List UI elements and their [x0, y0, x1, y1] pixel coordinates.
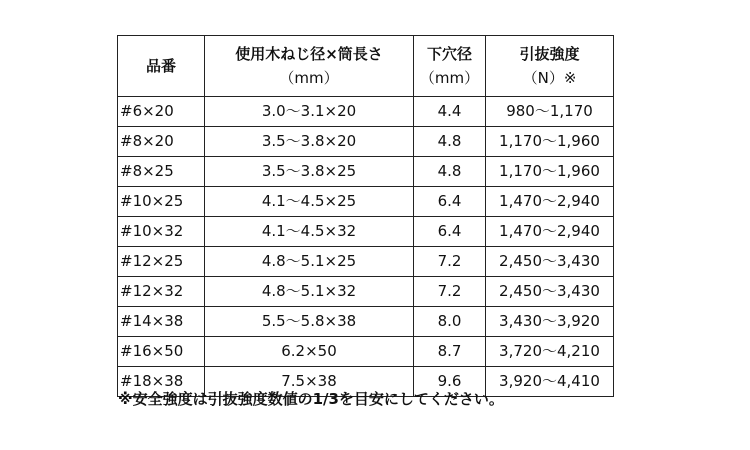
screw-size-cell: 6.2×50 — [205, 337, 414, 367]
screw-size-cell: 4.1～4.5×25 — [205, 187, 414, 217]
table-row — [118, 337, 614, 367]
pullout-strength-cell: 3,920～4,410 — [486, 367, 614, 397]
footnote: ※安全強度は引抜強度数値の1/3を目安にしてください。 — [118, 390, 504, 408]
part-number-cell: #8×25 — [118, 157, 205, 187]
pullout-strength-cell: 1,470～2,940 — [486, 217, 614, 247]
part-number-cell: #12×32 — [118, 277, 205, 307]
screw-size-cell: 4.8～5.1×32 — [205, 277, 414, 307]
screw-size-cell: 4.8～5.1×25 — [205, 247, 414, 277]
part-number-cell: #8×20 — [118, 127, 205, 157]
table-row — [118, 97, 614, 127]
table-row — [118, 277, 614, 307]
pullout-strength-cell: 3,720～4,210 — [486, 337, 614, 367]
table-row — [118, 127, 614, 157]
pullout-strength-cell: 1,170～1,960 — [486, 157, 614, 187]
header-pilot-hole-unit: （mm） — [419, 68, 480, 87]
pullout-strength-cell: 1,170～1,960 — [486, 127, 614, 157]
header-part-number — [118, 36, 205, 97]
pullout-strength-cell: 2,450～3,430 — [486, 247, 614, 277]
pilot-hole-cell: 8.0 — [414, 307, 486, 337]
header-screw-size-label: 使用木ねじ径×筒長さ — [235, 44, 383, 63]
pilot-hole-cell: 9.6 — [414, 367, 486, 397]
pilot-hole-cell: 4.4 — [414, 97, 486, 127]
pullout-strength-cell: 2,450～3,430 — [486, 277, 614, 307]
table-header — [118, 36, 614, 97]
table-row — [118, 187, 614, 217]
header-pullout-strength-unit: （N）※ — [522, 68, 577, 87]
pilot-hole-cell: 4.8 — [414, 157, 486, 187]
table-row — [118, 307, 614, 337]
header-screw-size-unit: （mm） — [279, 68, 339, 87]
header-pilot-hole — [414, 36, 486, 97]
part-number-cell: #6×20 — [118, 97, 205, 127]
pullout-strength-cell: 980～1,170 — [486, 97, 614, 127]
pilot-hole-cell: 7.2 — [414, 247, 486, 277]
part-number-cell: #12×25 — [118, 247, 205, 277]
header-row — [118, 36, 614, 97]
screw-size-cell: 3.5～3.8×20 — [205, 127, 414, 157]
pilot-hole-cell: 6.4 — [414, 217, 486, 247]
header-pullout-strength-label: 引抜強度 — [519, 44, 580, 63]
table-body — [118, 97, 614, 397]
pullout-strength-cell: 3,430～3,920 — [486, 307, 614, 337]
header-part-number-label: 品番 — [145, 56, 176, 75]
pilot-hole-cell: 6.4 — [414, 187, 486, 217]
part-number-cell: #10×25 — [118, 187, 205, 217]
part-number-cell: #18×38 — [118, 367, 205, 397]
header-pilot-hole-label: 下穴径 — [426, 44, 472, 63]
table-row — [118, 247, 614, 277]
table-row — [118, 217, 614, 247]
spec-table — [117, 35, 614, 397]
pullout-strength-cell: 1,470～2,940 — [486, 187, 614, 217]
part-number-cell: #10×32 — [118, 217, 205, 247]
header-screw-size — [205, 36, 414, 97]
screw-size-cell: 4.1～4.5×32 — [205, 217, 414, 247]
pilot-hole-cell: 7.2 — [414, 277, 486, 307]
part-number-cell: #16×50 — [118, 337, 205, 367]
screw-size-cell: 3.5～3.8×25 — [205, 157, 414, 187]
table-row — [118, 157, 614, 187]
screw-size-cell: 5.5～5.8×38 — [205, 307, 414, 337]
pilot-hole-cell: 8.7 — [414, 337, 486, 367]
screw-size-cell: 7.5×38 — [205, 367, 414, 397]
part-number-cell: #14×38 — [118, 307, 205, 337]
pilot-hole-cell: 4.8 — [414, 127, 486, 157]
header-pullout-strength — [486, 36, 614, 97]
screw-size-cell: 3.0～3.1×20 — [205, 97, 414, 127]
